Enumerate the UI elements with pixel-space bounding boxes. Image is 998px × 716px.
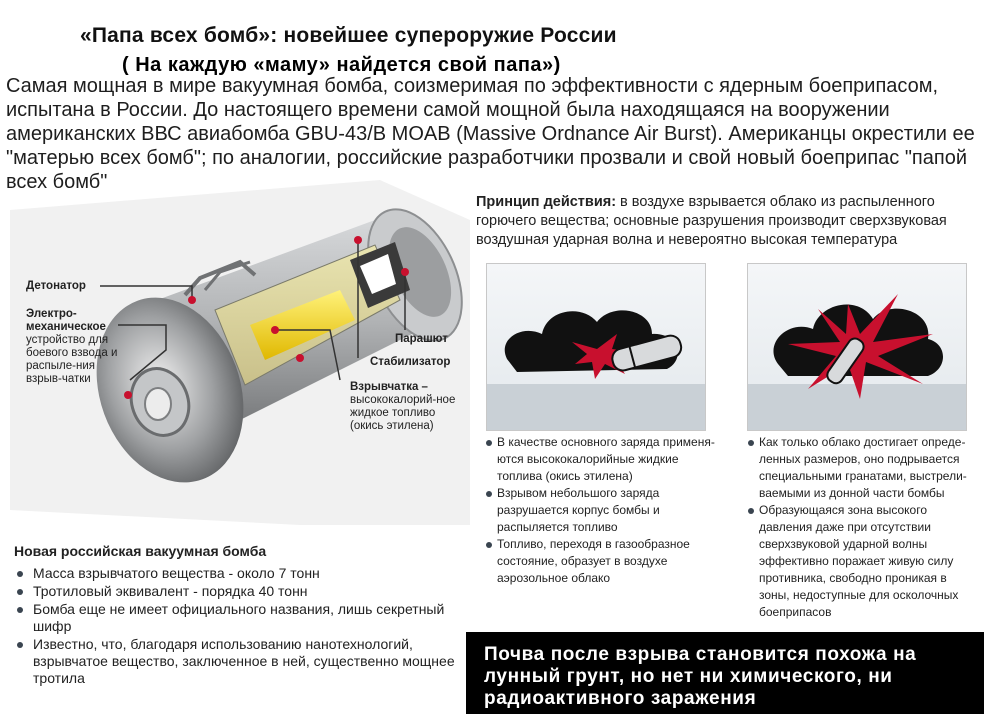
marker-stabilizer (354, 236, 362, 244)
marker-parachute (401, 268, 409, 276)
page-title: «Папа всех бомб»: новейшее супероружие России (80, 24, 617, 47)
bomb-illustration (0, 180, 470, 525)
explosion-panel-1 (486, 263, 706, 431)
label-parachute: Парашют (395, 333, 448, 345)
list-item: Взрывом небольшого заряда разрушается корпус бомбы и распыляется топливо (486, 485, 718, 536)
marker-mechanism (124, 391, 132, 399)
label-mechanism: Электро-механическое устройство для боевого взвода и распыле-ния взрыв-чатки (26, 308, 118, 385)
principle-steps-left (486, 434, 718, 587)
footer-note-text: Почва после взрыва становится похожа на лунный грунт, но нет ни химического, ни радиоактивного заражения (484, 644, 917, 709)
principle-steps-right (748, 434, 978, 621)
marker-fuel (271, 326, 279, 334)
detonation-drawing (748, 264, 966, 430)
list-item: Топливо, переходя в газообразное состояние, образует в воздухе аэрозольное облако (486, 536, 718, 587)
label-explosive: Взрывчатка – высококалорий-ное жидкое топливо (окись этилена) (350, 381, 456, 432)
principle-text: Принцип действия: в воздухе взрывается облако из распыленного горючего вещества; основные разрушения производит сверхзвуковая воздушная ударная волна и невероятно высокая температура (476, 194, 947, 248)
list-item: Образующаяся зона высокого давления даже при отсутствии сверхзвуковой ударной волны эффективно поражает живую силу противника, свободно проникая в зоны, недоступные для осколочных боеприпасов (748, 502, 978, 621)
list-item: Масса взрывчатого вещества - около 7 тонн (17, 565, 457, 582)
footer-note-box (466, 632, 984, 714)
label-detonator: Детонатор (26, 280, 86, 292)
list-item: Как только облако достигает опреде-ленных размеров, оно подрывается специальными гранатами, выстрели-ваемыми из донной части бомбы (748, 434, 978, 502)
list-item: Известно, что, благодаря использованию нанотехнологий, взрывчатое вещество, заключенное в ней, существенно мощнее тротила (17, 636, 457, 687)
list-item: В качестве основного заряда применя-ются высококалорийные жидкие топлива (окись этилена) (486, 434, 718, 485)
list-item: Тротиловый эквивалент - порядка 40 тонн (17, 583, 457, 600)
page-subtitle: ( На каждую «маму» найдется свой папа») (122, 54, 561, 76)
marker-detonator (188, 296, 196, 304)
new-bomb-title: Новая российская вакуумная бомба (14, 543, 267, 559)
new-bomb-facts (17, 565, 457, 688)
marker-explosive (296, 354, 304, 362)
cloud-spread-drawing (487, 264, 705, 430)
explosion-panel-2 (747, 263, 967, 431)
label-stabilizer: Стабилизатор (370, 356, 451, 368)
list-item: Бомба еще не имеет официального названия, лишь секретный шифр (17, 601, 457, 635)
intro-paragraph: Самая мощная в мире вакуумная бомба, соизмеримая по эффективности с ядерным боеприпасом, испытана в России. До настоящего времени самой мощной была находящаяся на вооружении американских ВВС авиабомба GBU-43/B MOAB (Massive Ordnance Air Burst). Американцы окрестили ее "матерью всех бомб"; по аналогии, российские разработчики прозвали и свой новый боеприпас "папой всех бомб" (6, 75, 975, 193)
